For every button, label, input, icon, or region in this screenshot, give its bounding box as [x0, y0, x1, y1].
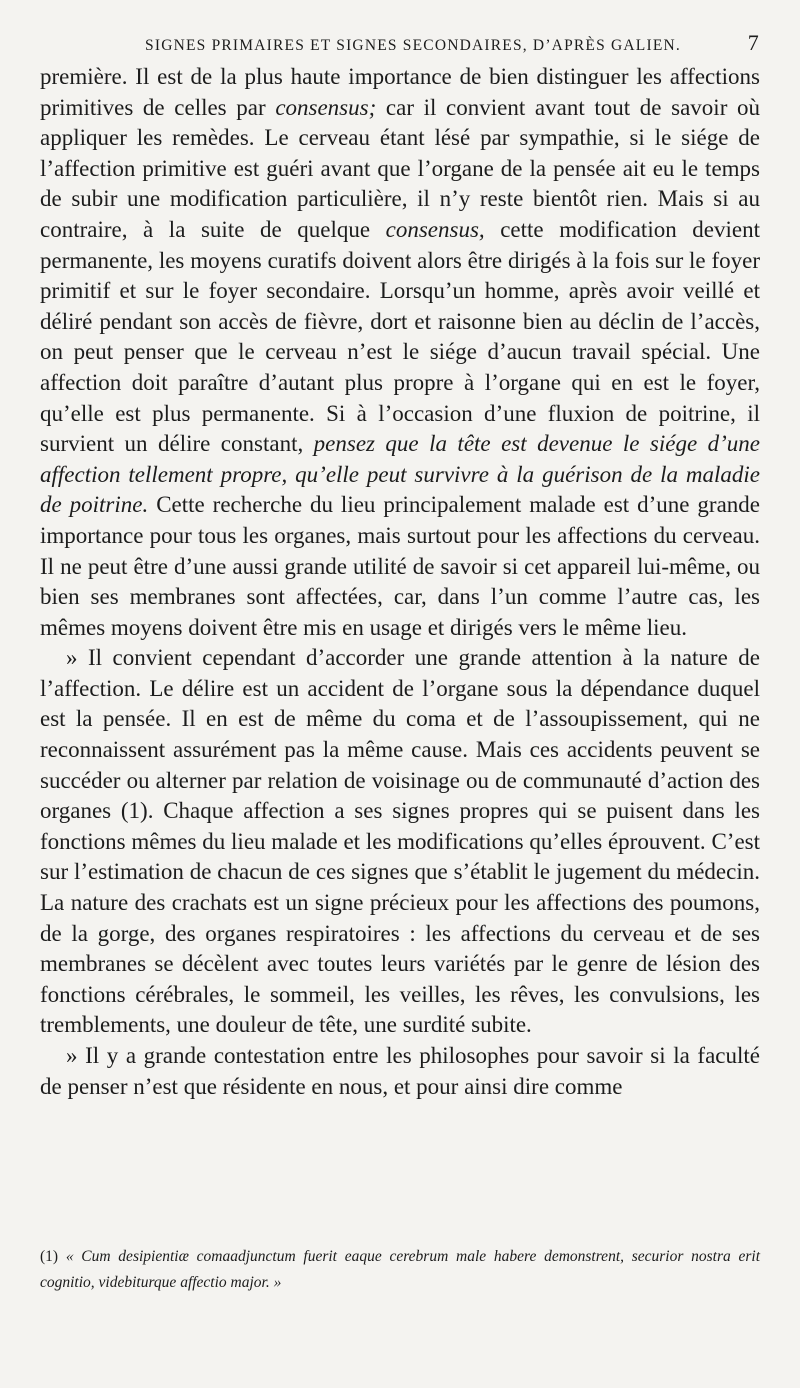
italic-term: consensus; — [275, 94, 377, 120]
italic-quote: pensez que la tête est devenue le siége d’une affection tellement propre, qu’elle peut survivre à la guérison de la maladie de poitrine. — [40, 431, 760, 518]
text-segment: car il convient avant tout de savoir où appliquer les remèdes. Le cerveau étant lésé par sympathie, si le siége de l’affection primitive est guéri avant que l’organe de la pensée ait eu le temps de subir une modification particulière, il n’y reste bientôt rien. Mais si au contraire, à la suite de quelque — [40, 94, 761, 242]
paragraph-1 — [40, 62, 760, 643]
text-segment: cette modification devient permanente, les moyens curatifs doivent alors être dirigés à la fois sur le foyer primitif et sur le foyer secondaire. Lorsqu’un homme, après avoir veillé et déliré pendant son accès de fièvre, dort et raisonne bien au déclin de l’accès, on peut penser que le cerveau n’est le siége d’aucun travail spécial. Une affection doit paraître d’autant plus propre à l’organe qui en est le foyer, qu’elle est plus permanente. Si à l’occasion d’une fluxion de poitrine, il survient un délire constant, — [40, 216, 760, 457]
paragraph-2: » Il convient cependant d’accorder une grande attention à la nature de l’affection. Le délire est un accident de l’organe sous la dépendance duquel est la pensée. Il en est de même du coma et de l’assoupissement, qui ne reconnaissent assurément pas la même cause. Mais ces accidents peuvent se succéder ou alterner par relation de voisinage ou de communauté d’action des organes (1). Chaque affection a ses signes propres qui se puisent dans les fonctions mêmes du lieu malade et les modifications qu’elles éprouvent. C’est sur l’estimation de chacun de ces signes que s’établit le jugement du médecin. La nature des crachats est un signe précieux pour les affections des poumons, de la gorge, des organes respiratoires : les affections du cerveau et de ses membranes se décèlent avec toutes leurs variétés par le genre de lésion des fonctions cérébrales, le sommeil, les veilles, les rêves, les convulsions, les tremblements, une douleur de tête, une surdité subite. — [40, 645, 760, 1038]
running-title: SIGNES PRIMAIRES ET SIGNES SECONDAIRES, D’APRÈS GALIEN. — [145, 37, 681, 54]
page-number: 7 — [747, 30, 760, 55]
main-text — [40, 62, 760, 1102]
text-segment: première. Il est de la plus haute importance de bien distinguer les affections primitives de celles par — [40, 64, 760, 120]
italic-term: consensus, — [385, 216, 485, 242]
footnote-mark: (1) — [40, 1248, 59, 1265]
footnote — [40, 1244, 760, 1296]
footnote-text: « Cum desipientiæ comaadjunctum fuerit eaque cerebrum male habere demonstrent, securior nostra erit cognitio, videbiturque affectio major. » — [40, 1248, 760, 1291]
paragraph-3: » Il y a grande contestation entre les philosophes pour savoir si la faculté de penser n’est que résidente en nous, et pour ainsi dire comme — [40, 1043, 760, 1099]
text-segment: Cette recherche du lieu principalement malade est d’une grande importance pour tous les organes, mais surtout pour les affections du cerveau. Il ne peut être d’une aussi grande utilité de savoir si cet appareil lui-même, ou bien ses membranes sont affectées, car, dans l’un comme l’autre cas, les mêmes moyens doivent être mis en usage et dirigés vers le même lieu. — [40, 492, 761, 640]
page-header — [36, 30, 760, 60]
